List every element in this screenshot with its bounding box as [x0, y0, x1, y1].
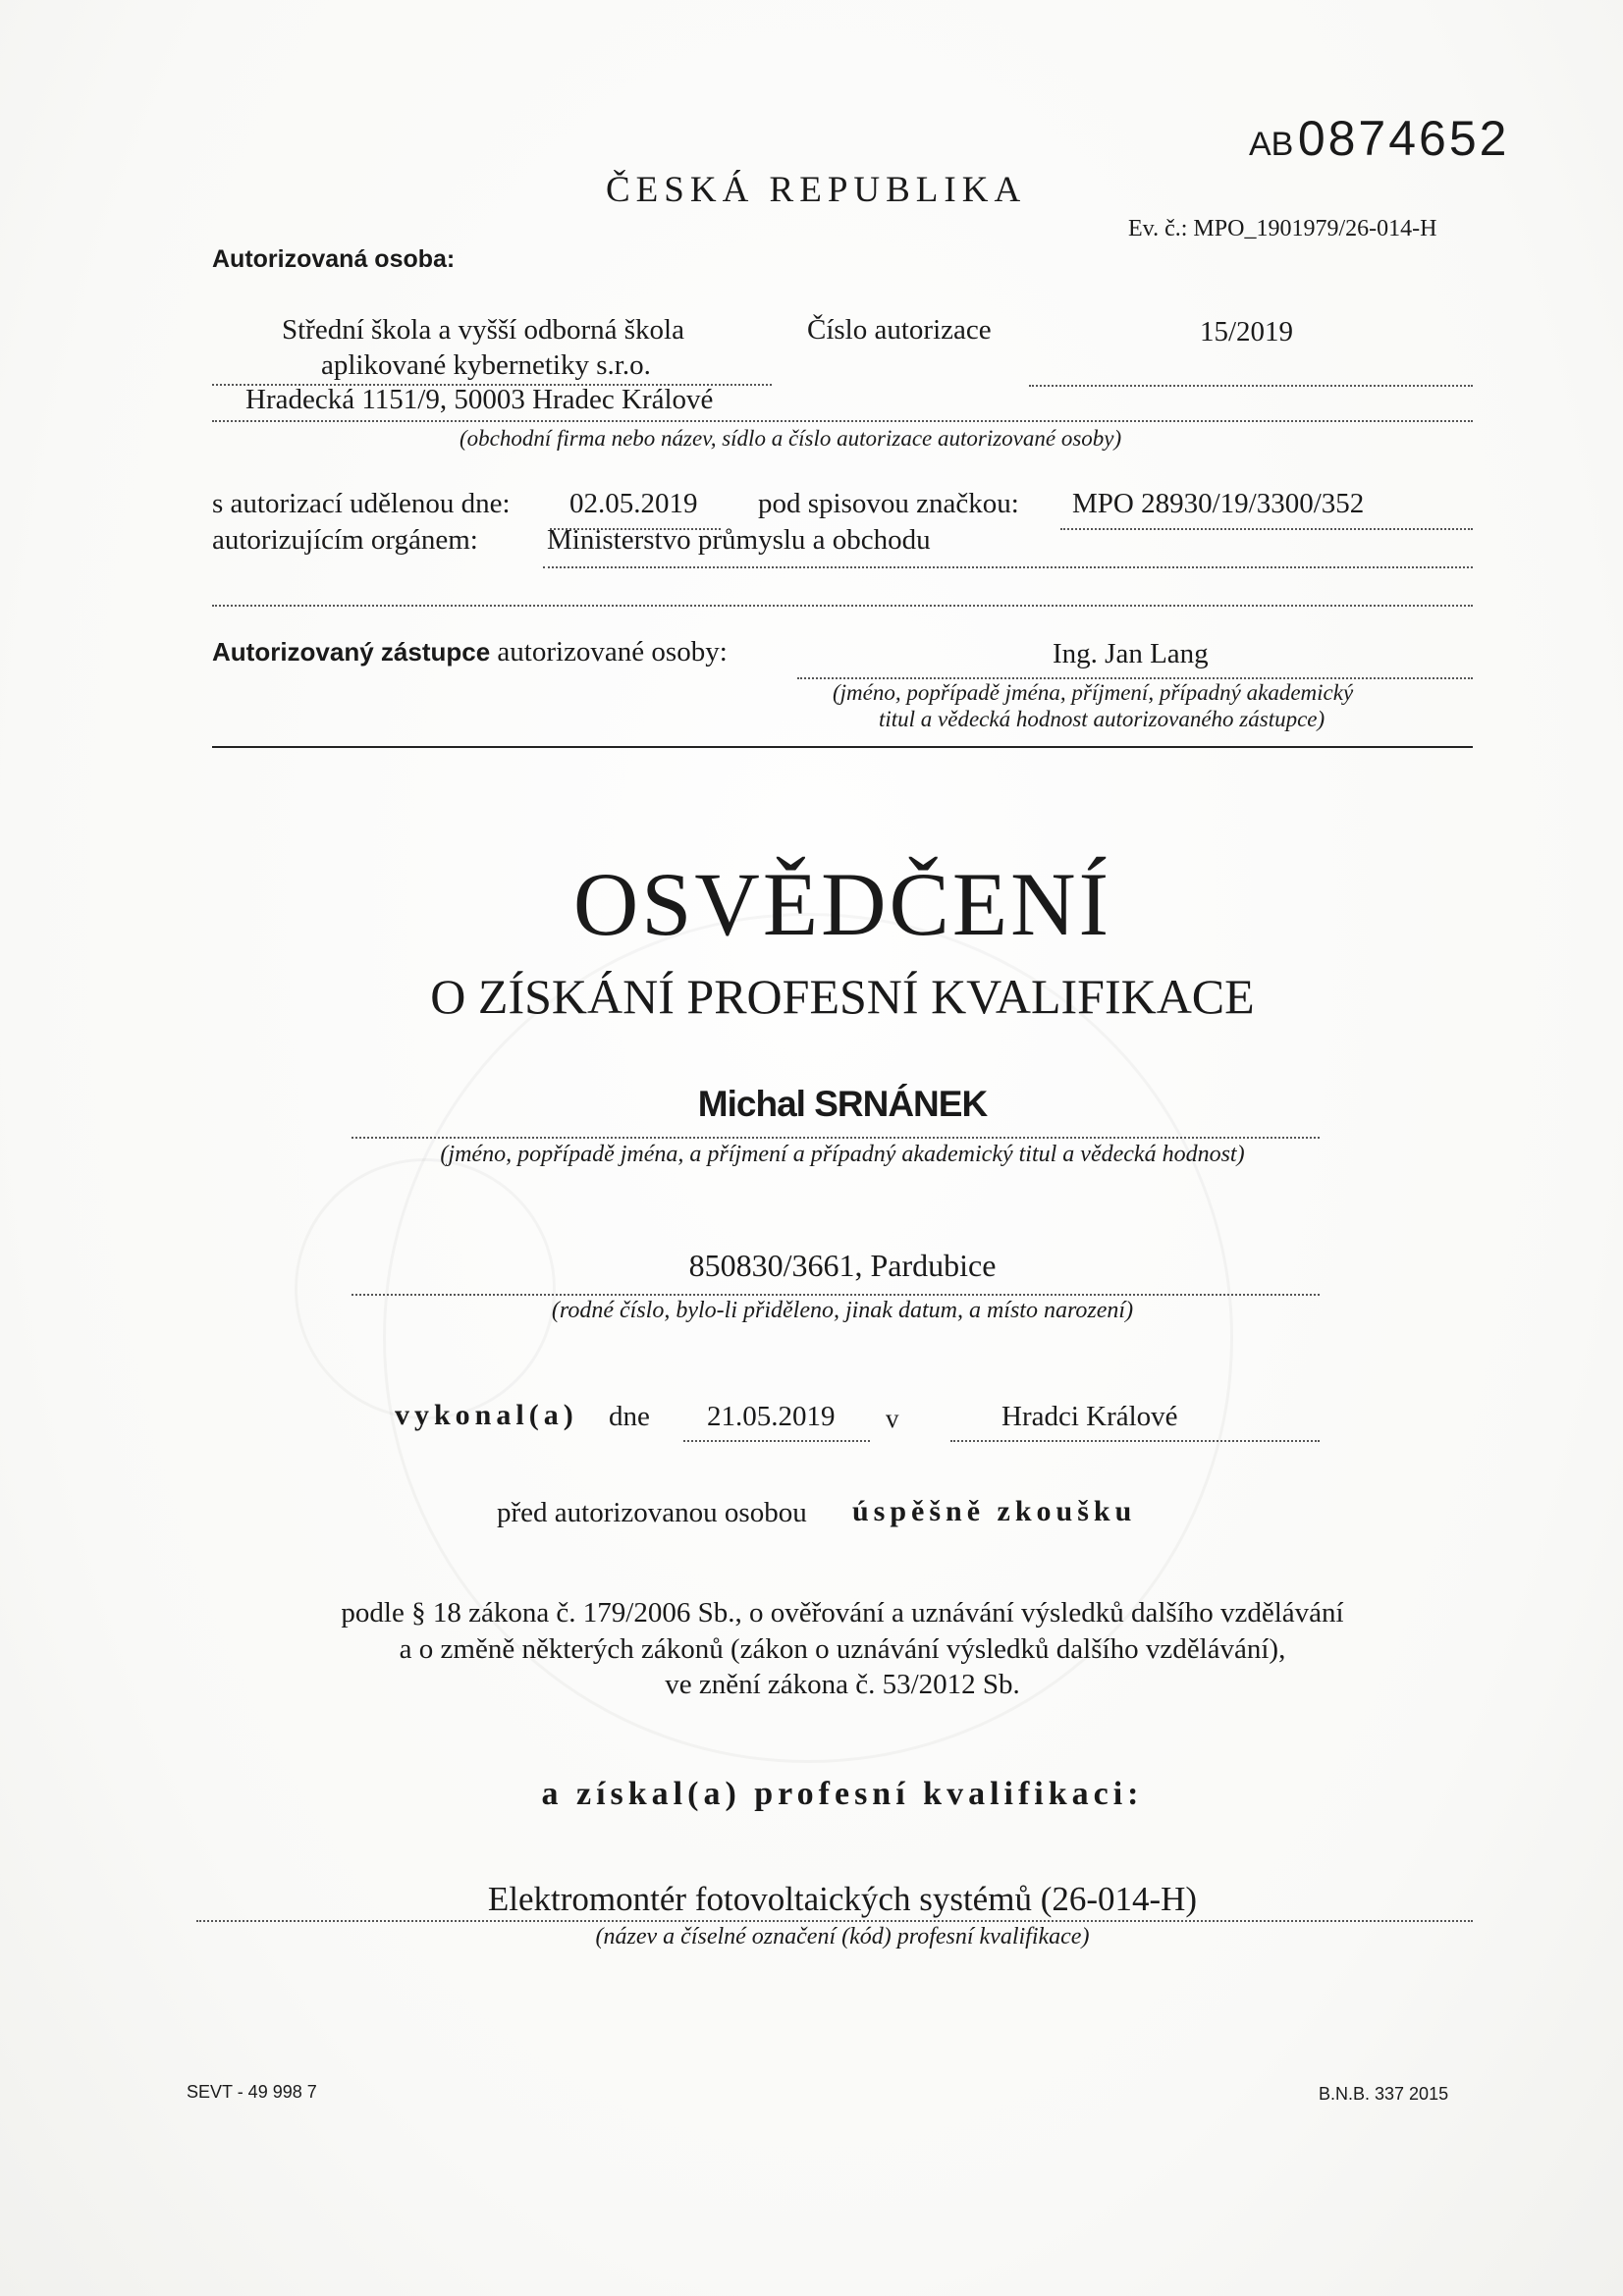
- certificate-title: OSVĚDČENÍ: [572, 854, 1112, 954]
- representative-caption-line1: (jméno, popřípadě jména, příjmení, případný akademický: [833, 680, 1354, 705]
- granted-label: s autorizací udělenou dne:: [212, 488, 511, 519]
- blank-line: [212, 605, 1473, 607]
- authorization-number-label: Číslo autorizace: [807, 314, 992, 346]
- law-line3: ve znění zákona č. 53/2012 Sb.: [665, 1669, 1020, 1700]
- representative-name: Ing. Jan Lang: [1053, 638, 1209, 669]
- representative-label-rest: autorizované osoby:: [497, 636, 728, 667]
- watermark-seal-inner: [295, 1158, 556, 1419]
- certificate-subtitle: O ZÍSKÁNÍ PROFESNÍ KVALIFIKACE: [430, 969, 1255, 1024]
- exam-place: Hradci Králové: [1001, 1401, 1178, 1432]
- country-heading: ČESKÁ REPUBLIKA: [606, 170, 1027, 210]
- in-label: v: [886, 1404, 899, 1433]
- before-text: před autorizovanou osobou: [497, 1497, 807, 1528]
- file-mark: MPO 28930/19/3300/352: [1072, 488, 1365, 519]
- file-mark-underline: [1060, 528, 1473, 530]
- serial-prefix: AB: [1249, 126, 1294, 163]
- ev-number: Ev. č.: MPO_1901979/26-014-H: [1128, 216, 1437, 241]
- school-name-line1: Střední škola a vyšší odborná škola: [282, 314, 684, 346]
- file-mark-label: pod spisovou značkou:: [758, 488, 1019, 519]
- school-address: Hradecká 1151/9, 50003 Hradec Králové: [245, 384, 714, 415]
- serial-digits: 0874652: [1297, 111, 1510, 166]
- exam-date-underline: [683, 1440, 870, 1442]
- section-divider: [212, 746, 1473, 748]
- authorizing-body-underline: [543, 566, 1473, 568]
- holder-name-caption: (jméno, popřípadě jména, a příjmení a případný akademický titul a vědecká hodnost): [440, 1142, 1245, 1167]
- authorized-person-caption: (obchodní firma nebo název, sídlo a číslo autorizace autorizované osoby): [460, 426, 1122, 451]
- holder-birth: 850830/3661, Pardubice: [688, 1248, 997, 1283]
- holder-birth-underline: [352, 1294, 1320, 1296]
- authorized-person-label: Autorizovaná osoba:: [212, 245, 456, 273]
- success-text: úspěšně zkoušku: [852, 1495, 1137, 1527]
- on-label: dne: [609, 1401, 650, 1432]
- granted-date: 02.05.2019: [569, 488, 698, 519]
- qualification-heading: a získal(a) profesní kvalifikaci:: [541, 1776, 1144, 1812]
- authorization-number-underline: [1029, 385, 1473, 387]
- footer-right: B.N.B. 337 2015: [1319, 2084, 1449, 2104]
- law-line1: podle § 18 zákona č. 179/2006 Sb., o ověřování a uznávání výsledků dalšího vzdělávání: [341, 1597, 1344, 1629]
- qualification-name: Elektromontér fotovoltaických systémů (26-014-H): [487, 1880, 1198, 1918]
- authorizing-body-label: autorizujícím orgánem:: [212, 524, 478, 556]
- qualification-underline: [196, 1920, 1473, 1922]
- performed-label: vykonal(a): [395, 1399, 578, 1431]
- exam-date: 21.05.2019: [707, 1401, 836, 1432]
- authorized-person-underline: [212, 420, 1473, 422]
- representative-underline: [797, 677, 1473, 679]
- exam-place-underline: [950, 1440, 1320, 1442]
- representative-label-bold: Autorizovaný zástupce: [212, 637, 491, 667]
- holder-name-underline: [352, 1137, 1320, 1139]
- representative-label: [212, 636, 728, 668]
- law-line2: a o změně některých zákonů (zákon o uznávání výsledků dalšího vzdělávání),: [399, 1633, 1286, 1665]
- representative-caption-line2: titul a vědecká hodnost autorizovaného zástupce): [879, 707, 1325, 731]
- footer-left: SEVT - 49 998 7: [187, 2082, 317, 2102]
- school-name-line2: aplikované kybernetiky s.r.o.: [321, 349, 651, 381]
- serial-number: [1249, 110, 1509, 167]
- qualification-caption: (název a číselné označení (kód) profesní kvalifikace): [595, 1924, 1090, 1949]
- authorization-number: 15/2019: [1200, 316, 1294, 347]
- holder-birth-caption: (rodné číslo, bylo-li přiděleno, jinak datum, a místo narození): [551, 1298, 1134, 1323]
- authorizing-body: Ministerstvo průmyslu a obchodu: [547, 524, 931, 556]
- holder-name: Michal SRNÁNEK: [697, 1084, 988, 1124]
